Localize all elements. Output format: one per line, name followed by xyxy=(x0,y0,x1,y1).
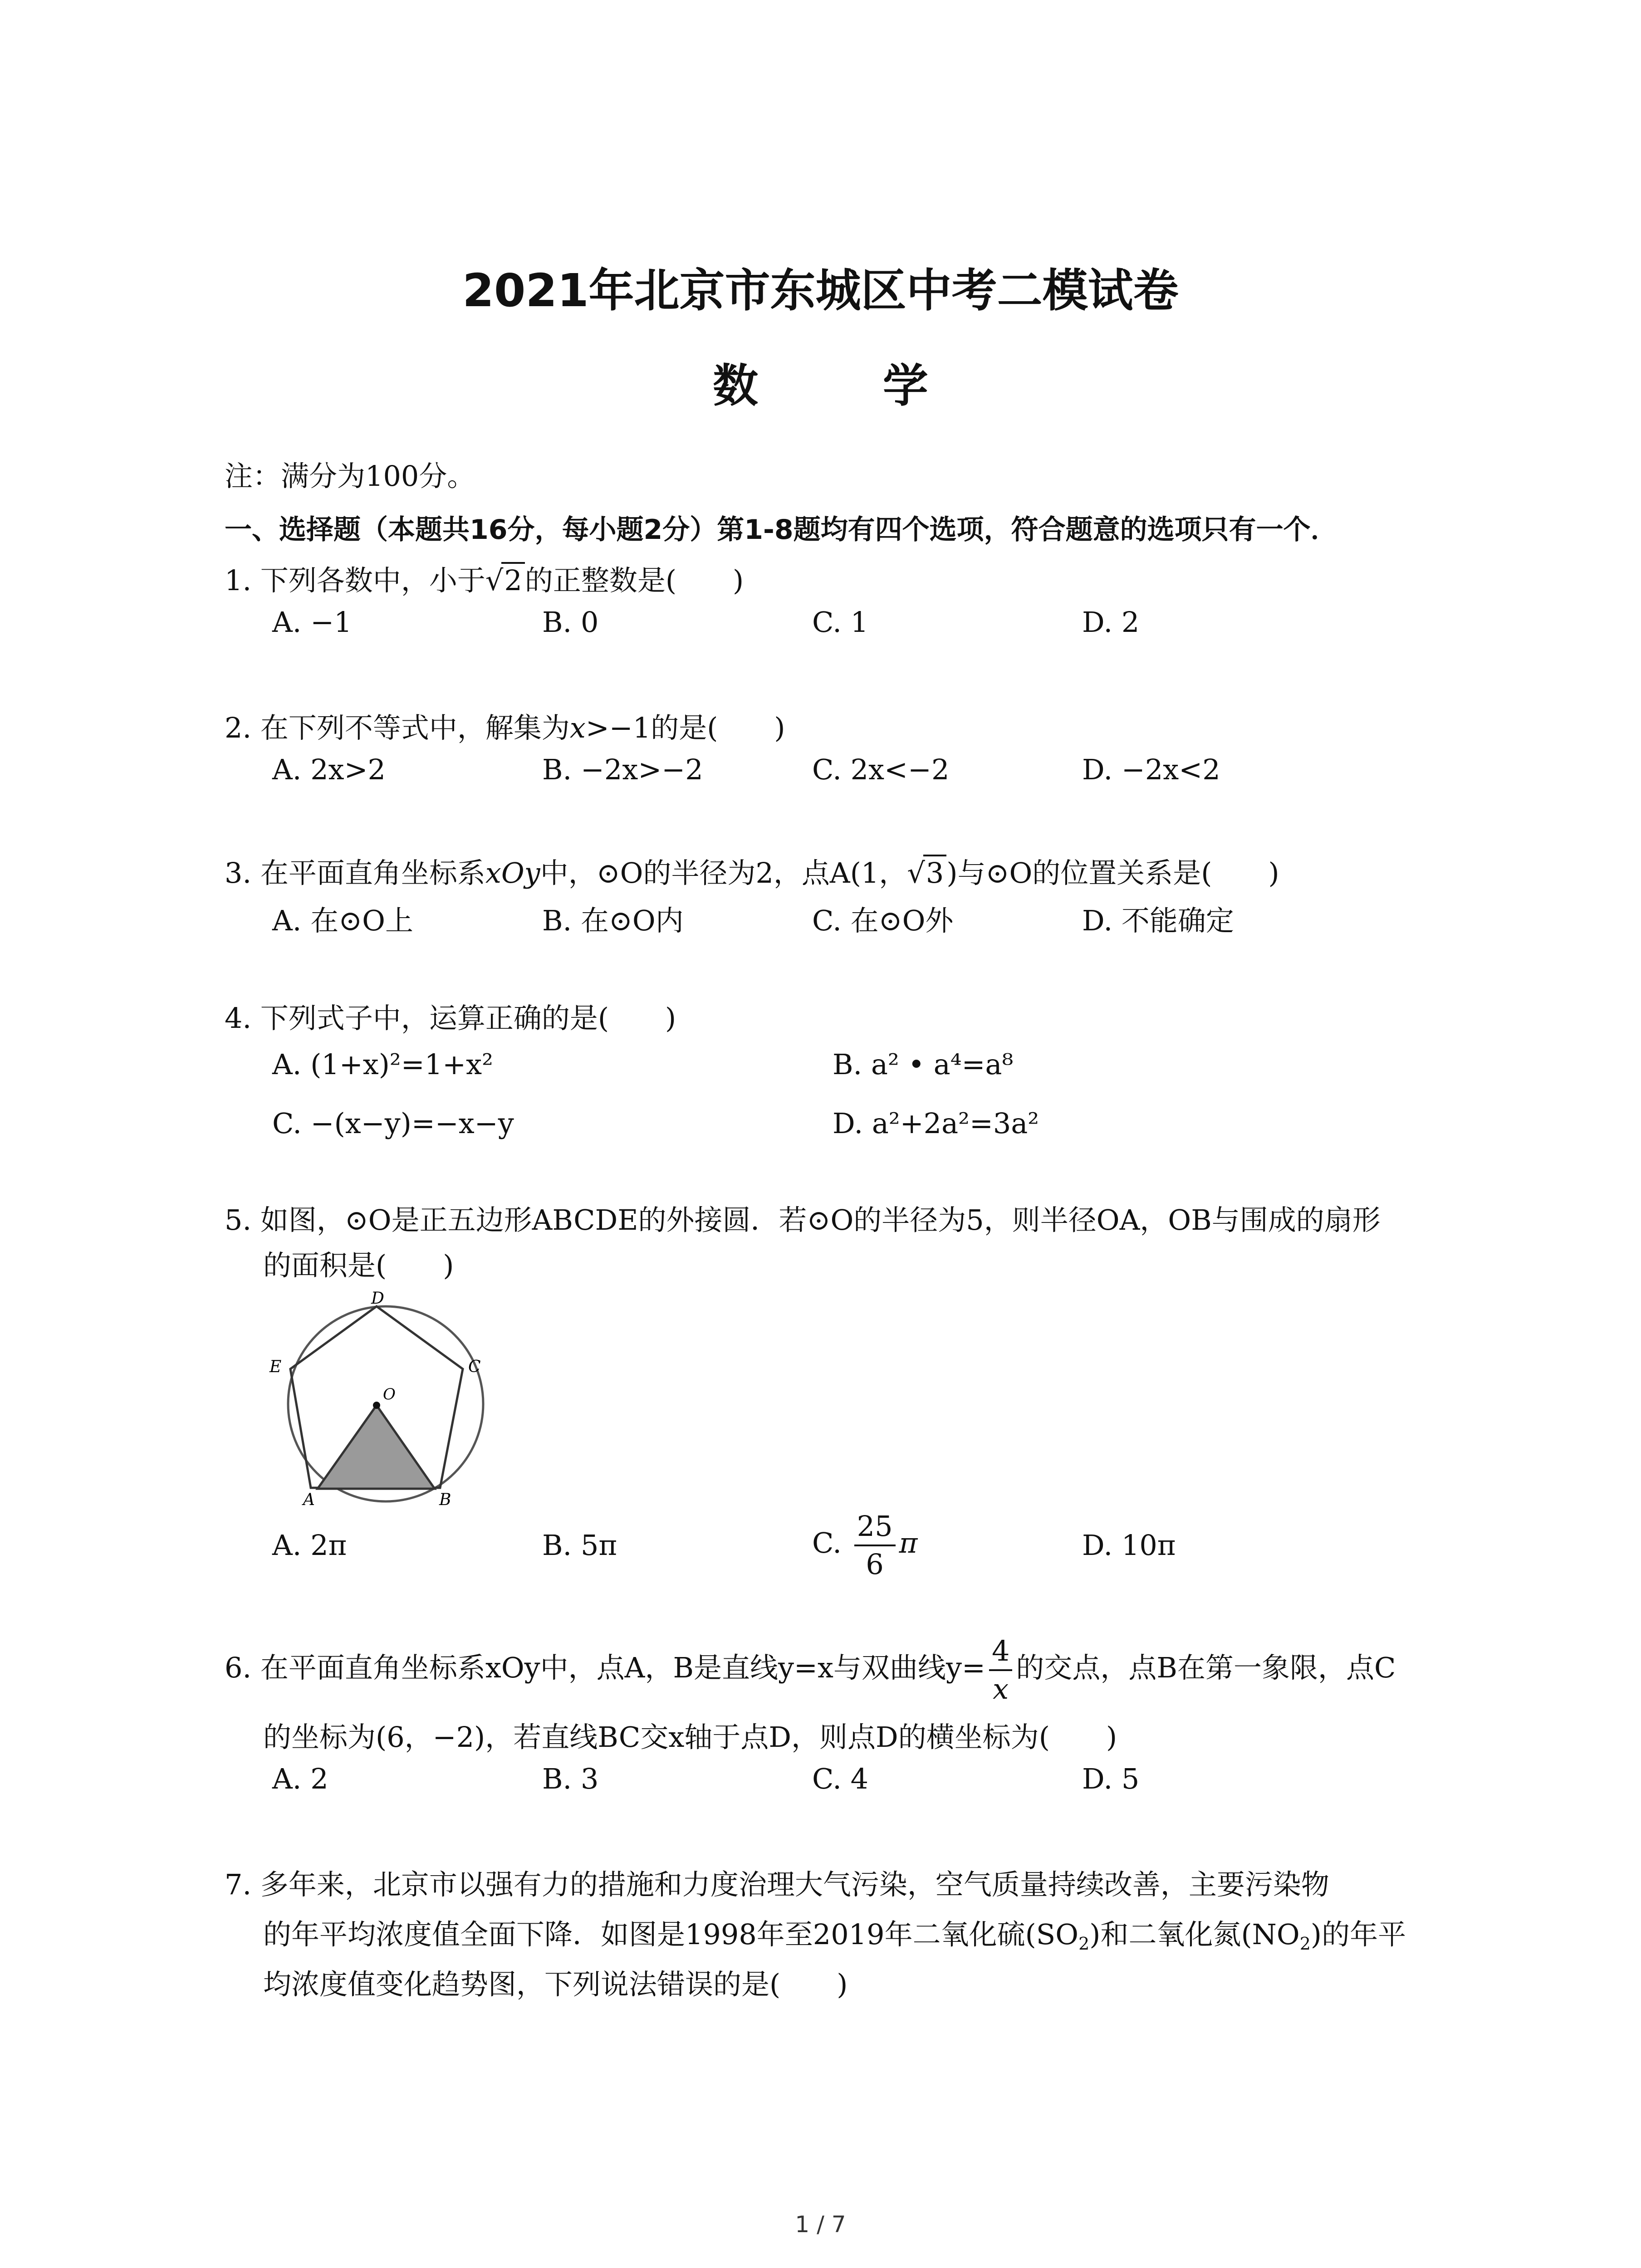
question-7-line-1: 7. 多年来，北京市以强有力的措施和力度治理大气污染，空气质量持续改善，主要污染物 xyxy=(225,1868,1329,1901)
q3-option-a: A. 在⊙O上 xyxy=(272,904,413,937)
pentagon-figure xyxy=(263,1288,508,1506)
q2-variable: x xyxy=(569,711,586,744)
question-5-line-1: 5. 如图，⊙O是正五边形ABCDE的外接圆．若⊙O的半径为5，则半径OA，OB与围成的扇形 xyxy=(225,1203,1381,1237)
q2-stem-post: >−1的是( ) xyxy=(585,711,785,744)
paper-title: 2021年北京市东城区中考二模试卷 xyxy=(462,264,1179,317)
q1-option-d: D. 2 xyxy=(1082,606,1140,639)
question-6-line-1 xyxy=(225,1633,1396,1707)
q4-option-a: A. (1+x)²=1+x² xyxy=(272,1048,493,1081)
label-e: E xyxy=(269,1358,282,1376)
sqrt-symbol: √ xyxy=(485,564,504,597)
label-a: A xyxy=(303,1491,315,1506)
label-o: O xyxy=(383,1385,396,1403)
q4-option-c: C. −(x−y)=−x−y xyxy=(272,1107,514,1140)
question-2 xyxy=(225,705,785,746)
q3-option-d: D. 不能确定 xyxy=(1082,904,1234,937)
q3-stem-mid: 中，⊙O的半径为2，点A(1， xyxy=(540,856,907,890)
q3-stem-post: )与⊙O的位置关系是( ) xyxy=(946,856,1279,890)
q1-option-a: A. −1 xyxy=(272,606,352,639)
score-note: 注：满分为100分。 xyxy=(225,459,475,493)
label-d: D xyxy=(371,1289,384,1308)
q1-option-b: B. 0 xyxy=(542,606,599,639)
q2-option-d: D. −2x<2 xyxy=(1082,753,1220,786)
q2-option-b: B. −2x>−2 xyxy=(542,753,703,786)
shaded-sector xyxy=(318,1405,435,1489)
so2-subscript: 2 xyxy=(1078,1934,1090,1954)
q1-stem-post: 的正整数是( ) xyxy=(524,564,744,597)
frac-denominator: 6 xyxy=(866,1548,884,1581)
no2-subscript: 2 xyxy=(1299,1934,1311,1954)
q5-option-d: D. 10π xyxy=(1082,1529,1176,1562)
q3-option-b: B. 在⊙O内 xyxy=(542,904,684,937)
q2-option-c: C. 2x<−2 xyxy=(812,753,950,786)
q6-option-d: D. 5 xyxy=(1082,1762,1140,1795)
section-heading: 一、选择题（本题共16分，每小题2分）第1-8题均有四个选项，符合题意的选项只有一个． xyxy=(225,514,1338,546)
q6-fraction xyxy=(989,1633,1012,1707)
frac-denominator: x xyxy=(993,1672,1009,1706)
label-c: C xyxy=(468,1358,481,1376)
q7-line2-post: )的年平 xyxy=(1310,1918,1406,1951)
q6-option-c: C. 4 xyxy=(812,1762,869,1795)
q4-option-b: B. a² • a⁴=a⁸ xyxy=(833,1048,1014,1081)
q3-system: xOy xyxy=(485,856,540,890)
q3-stem-pre: 3. 在平面直角坐标系 xyxy=(225,856,485,890)
q1-option-c: C. 1 xyxy=(812,606,869,639)
question-1 xyxy=(225,558,744,598)
q5-option-c-fraction xyxy=(854,1508,896,1583)
q4-option-d: D. a²+2a²=3a² xyxy=(833,1107,1039,1140)
q7-line2-pre: 的年平均浓度值全面下降．如图是1998年至2019年二氧化硫(SO xyxy=(263,1918,1079,1951)
question-7-line-3: 均浓度值变化趋势图，下列说法错误的是( ) xyxy=(263,1968,848,2001)
q5-option-c xyxy=(812,1508,917,1583)
q6-option-b: B. 3 xyxy=(542,1762,599,1795)
q6-stem-pre: 6. 在平面直角坐标系xOy中，点A，B是直线y=x与双曲线y= xyxy=(225,1651,985,1685)
q5-option-a: A. 2π xyxy=(272,1529,347,1562)
pi-symbol: π xyxy=(899,1526,918,1560)
q3-option-c: C. 在⊙O外 xyxy=(812,904,954,937)
q1-radicand: 2 xyxy=(501,562,524,597)
center-point xyxy=(373,1402,380,1409)
q3-radicand: 3 xyxy=(923,855,946,890)
subject-title: 数 学 xyxy=(713,359,983,412)
question-3 xyxy=(225,850,1279,891)
q5-option-c-label: C. xyxy=(812,1526,842,1560)
q2-stem-pre: 2. 在下列不等式中，解集为 xyxy=(225,711,570,744)
q6-option-a: A. 2 xyxy=(272,1762,328,1795)
question-6-line-2: 的坐标为(6，−2)，若直线BC交x轴于点D，则点D的横坐标为( ) xyxy=(263,1721,1117,1754)
frac-numerator: 4 xyxy=(989,1633,1012,1671)
question-5-line-2: 的面积是( ) xyxy=(263,1249,454,1282)
label-b: B xyxy=(439,1491,451,1506)
q5-option-b: B. 5π xyxy=(542,1529,617,1562)
frac-numerator: 25 xyxy=(854,1508,896,1546)
sqrt-symbol: √ xyxy=(907,856,925,890)
question-4: 4. 下列式子中，运算正确的是( ) xyxy=(225,1002,676,1035)
q2-option-a: A. 2x>2 xyxy=(272,753,386,786)
q7-line2-mid: )和二氧化氮(NO xyxy=(1089,1918,1300,1951)
q6-stem-post: 的交点，点B在第一象限，点C xyxy=(1016,1651,1396,1685)
page-number: 1 / 7 xyxy=(795,2211,846,2238)
question-7-line-2 xyxy=(263,1912,1406,1954)
q1-stem-pre: 1. 下列各数中，小于 xyxy=(225,564,485,597)
